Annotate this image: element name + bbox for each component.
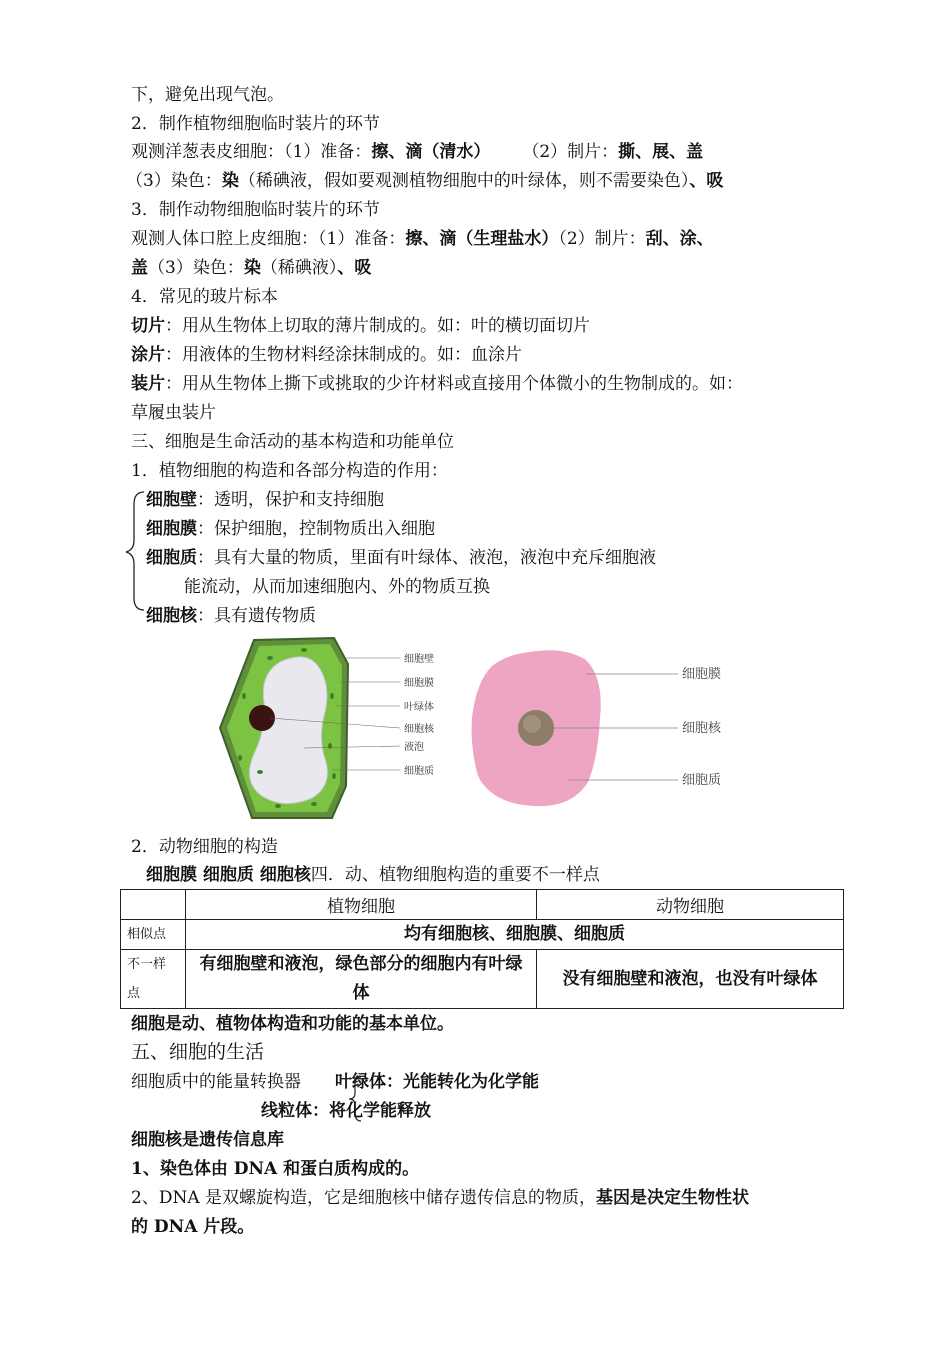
- table-row: [121, 890, 844, 920]
- label-animal-membrane: 细胞膜: [682, 667, 722, 682]
- heading-animal-slide-steps: 3．制作动物细胞临时装片的环节: [131, 200, 380, 220]
- text-line: 能流动，从而加速细胞内、外的物质互换: [184, 577, 490, 597]
- section-heading-5: 五、细胞的生活: [131, 1041, 265, 1063]
- heading-plant-slide-steps: 2．制作植物细胞临时装片的环节: [131, 114, 380, 134]
- table-cell: 没有细胞壁和液泡，也没有叶绿体: [537, 950, 844, 1009]
- text-line: 细胞核：具有遗传物质: [146, 606, 316, 626]
- label-cell-wall: 细胞壁: [404, 654, 434, 665]
- label-animal-nucleus: 细胞核: [682, 721, 722, 736]
- text-line: 涂片：用液体的生物材料经涂抹制成的。如：血涂片: [131, 345, 522, 365]
- table-row-label: 不一样 点: [121, 950, 186, 1009]
- text-line: 细胞质中的能量转换器 叶绿体：光能转化为化学能: [131, 1072, 539, 1092]
- section-heading-3: 三、细胞是生命活动的基本构造和功能单位: [131, 432, 454, 452]
- text-line: 1、染色体由 DNA 和蛋白质构成的。: [131, 1159, 420, 1179]
- label-animal-cytoplasm: 细胞质: [682, 773, 722, 788]
- heading-slide-types: 4．常见的玻片标本: [131, 287, 278, 307]
- table-header-animal: 动物细胞: [537, 890, 844, 920]
- label-vacuole: 液泡: [404, 742, 424, 753]
- text-line: 盖（3）染色：染（稀碘液）、吸: [131, 258, 372, 278]
- text-line: 细胞壁：透明，保护和支持细胞: [146, 490, 384, 510]
- table-cell: [121, 890, 186, 920]
- table-row: [121, 950, 844, 1009]
- text-line: 线粒体：将化学能释放: [261, 1101, 431, 1121]
- text-line: 细胞膜：保护细胞，控制物质出入细胞: [146, 519, 435, 539]
- table-row-label: 相似点: [121, 920, 186, 950]
- text-line: 细胞核是遗传信息库: [131, 1130, 284, 1150]
- text-line: 观测洋葱表皮细胞：（1）准备：擦、滴（清水） （2）制片：撕、展、盖: [131, 142, 704, 162]
- table-header-plant: 植物细胞: [186, 890, 537, 920]
- table-cell: 有细胞壁和液泡，绿色部分的细胞内有叶绿体: [186, 950, 537, 1009]
- text-line: 切片：用从生物体上切取的薄片制成的。如：叶的横切面切片: [131, 316, 590, 336]
- text-line: 细胞质：具有大量的物质，里面有叶绿体、液泡，液泡中充斥细胞液: [146, 548, 656, 568]
- brace-icon: [124, 490, 146, 612]
- text-line: 装片：用从生物体上撕下或挑取的少许材料或直接用个体微小的生物制成的。如：: [131, 374, 743, 394]
- text-line: 的 DNA 片段。: [131, 1217, 255, 1237]
- comparison-table: [120, 889, 844, 1009]
- text-line: （3）染色：染（稀碘液，假如要观测植物细胞中的叶绿体，则不需要染色）、吸: [126, 171, 724, 191]
- label-nucleus: 细胞核: [404, 724, 434, 735]
- plant-cell-diagram: [214, 636, 446, 822]
- text-line: 细胞是动、植物体构造和功能的基本单位。: [131, 1014, 454, 1034]
- table-cell: 均有细胞核、细胞膜、细胞质: [186, 920, 844, 950]
- heading-animal-structure: 2．动物细胞的构造: [131, 837, 278, 857]
- text-line: 1．植物细胞的构造和各部分构造的作用：: [131, 461, 448, 481]
- text-line: 观测人体口腔上皮细胞：（1）准备：擦、滴（生理盐水）（2）制片：刮、涂、: [131, 229, 714, 249]
- text-line: 下，避免出现气泡。: [131, 85, 284, 105]
- label-cell-membrane: 细胞膜: [404, 678, 434, 689]
- text-line: 草履虫装片: [131, 403, 216, 423]
- text-line: 细胞膜 细胞质 细胞核四．动、植物细胞构造的重要不一样点: [146, 865, 600, 885]
- label-chloroplast: 叶绿体: [404, 702, 434, 713]
- label-cytoplasm: 细胞质: [404, 766, 434, 777]
- text-line: 2、DNA 是双螺旋构造，它是细胞核中储存遗传信息的物质，基因是决定生物性状: [131, 1188, 750, 1208]
- table-row: [121, 920, 844, 950]
- animal-cell-diagram: [468, 648, 740, 810]
